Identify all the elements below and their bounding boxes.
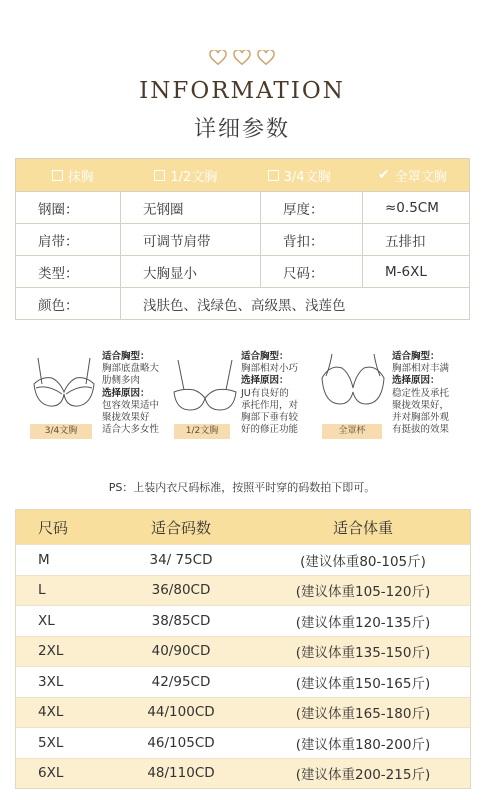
- cup-option-full: [356, 166, 469, 185]
- cup-option-three-quarter: [243, 166, 356, 185]
- spec-value: 无钢圈: [121, 192, 261, 223]
- fit-cell: 40/90CD: [151, 643, 211, 660]
- spec-value: 浅肤色、浅绿色、高级黑、浅莲色: [143, 297, 346, 314]
- cup-tag: 全罩杯: [322, 424, 382, 439]
- table-row: [16, 758, 470, 789]
- weight-cell: (建议体重200-215斤): [295, 767, 431, 784]
- cup-tag: 1/2文胸: [174, 424, 230, 439]
- table-row: [16, 636, 470, 667]
- checkbox-icon: [154, 170, 165, 181]
- table-row: [16, 575, 470, 606]
- size-cell: 2XL: [38, 643, 64, 660]
- table-row: [16, 697, 470, 728]
- spec-label: 尺码：: [261, 256, 363, 287]
- size-cell: L: [38, 582, 46, 599]
- cup-option-tube: [16, 166, 129, 185]
- spec-value: 可调节肩带: [121, 224, 261, 255]
- cup-option-label: 3/4文胸: [283, 169, 331, 185]
- cup-option-label: 抹胸: [67, 169, 94, 185]
- heart-icon: [233, 50, 251, 66]
- size-table: [15, 509, 471, 789]
- table-row: [16, 605, 470, 636]
- spec-label: 颜色：: [16, 288, 121, 319]
- checkbox-icon: [52, 170, 63, 181]
- spec-row: [16, 223, 469, 255]
- half-cup-bra-icon: [170, 354, 240, 416]
- checkbox-icon: [268, 170, 279, 181]
- spec-row: [16, 191, 469, 223]
- cup-description: 适合胸型： 胸部相对丰满 选择原因： 稳定性及承托 聚拢效果好， 并对胸部外观 有挺拔的效果: [392, 351, 450, 436]
- full-cup-bra-icon: [318, 352, 388, 412]
- spec-row: [16, 255, 469, 287]
- header-size: 尺码: [38, 518, 69, 537]
- spec-row-color: [16, 287, 469, 319]
- heart-icon: [209, 50, 227, 66]
- title-english: INFORMATION: [139, 78, 345, 104]
- fit-cell: 36/80CD: [151, 582, 211, 599]
- spec-label: 钢圈：: [16, 192, 121, 223]
- title-chinese: 详细参数: [193, 117, 290, 142]
- cup-illustrations: [0, 348, 484, 448]
- header-weight: 适合体重: [332, 518, 393, 537]
- weight-cell: (建议体重105-120斤): [295, 584, 431, 601]
- fit-cell: 42/95CD: [151, 673, 211, 690]
- checkmark-icon: ✔: [378, 167, 390, 183]
- spec-value: M-6XL: [385, 263, 427, 280]
- cup-option-label: 全罩文胸: [394, 169, 447, 185]
- spec-label: 背扣：: [261, 224, 363, 255]
- weight-cell: (建议体重180-200斤): [295, 736, 431, 753]
- spec-label: 厚度：: [261, 192, 363, 223]
- spec-label: 肩带：: [16, 224, 121, 255]
- cup-tag: 3/4文胸: [30, 424, 92, 439]
- size-table-header: [16, 510, 470, 544]
- fit-cell: 38/85CD: [151, 612, 211, 629]
- size-cell: 4XL: [38, 704, 64, 721]
- size-cell: XL: [38, 612, 55, 629]
- spec-value: 大胸显小: [121, 256, 261, 287]
- cup-option-half: [129, 166, 242, 185]
- three-quarter-bra-icon: [28, 354, 100, 414]
- spec-value: ≈0.5CM: [385, 199, 439, 216]
- hearts-decoration: [0, 50, 484, 66]
- weight-cell: (建议体重150-165斤): [295, 675, 431, 692]
- cup-type-row: [16, 159, 469, 191]
- fit-cell: 46/105CD: [147, 734, 215, 751]
- heart-icon: [257, 50, 275, 66]
- table-row: [16, 666, 470, 697]
- ps-note: PS：上装内衣尺码标准，按照平时穿的码数拍下即可。: [108, 481, 376, 494]
- size-cell: 6XL: [38, 765, 64, 782]
- size-cell: 3XL: [38, 673, 64, 690]
- table-row: [16, 544, 470, 575]
- spec-value: 五排扣: [385, 233, 426, 250]
- header-fit: 适合码数: [150, 518, 211, 537]
- spec-label: 类型：: [16, 256, 121, 287]
- cup-description: 适合胸型： 胸部相对小巧 选择原因： JU有良好的 承托作用，对 胸部下垂有较 好的修正功能: [241, 351, 299, 436]
- fit-cell: 34/ 75CD: [149, 551, 213, 568]
- cup-description: 适合胸型： 胸部底盘略大 肋侧多肉 选择原因： 包容效果适中 聚拢效果好 适合大多女性: [102, 351, 160, 436]
- weight-cell: (建议体重135-150斤): [295, 645, 431, 662]
- cup-option-label: 1/2文胸: [170, 169, 218, 185]
- size-cell: M: [38, 551, 50, 568]
- weight-cell: (建议体重120-135斤): [295, 614, 431, 631]
- spec-table: [15, 158, 470, 320]
- fit-cell: 48/110CD: [147, 765, 215, 782]
- fit-cell: 44/100CD: [147, 704, 215, 721]
- weight-cell: (建议体重165-180斤): [295, 706, 431, 723]
- weight-cell: (建议体重80-105斤): [300, 553, 426, 570]
- size-cell: 5XL: [38, 734, 64, 751]
- table-row: [16, 727, 470, 758]
